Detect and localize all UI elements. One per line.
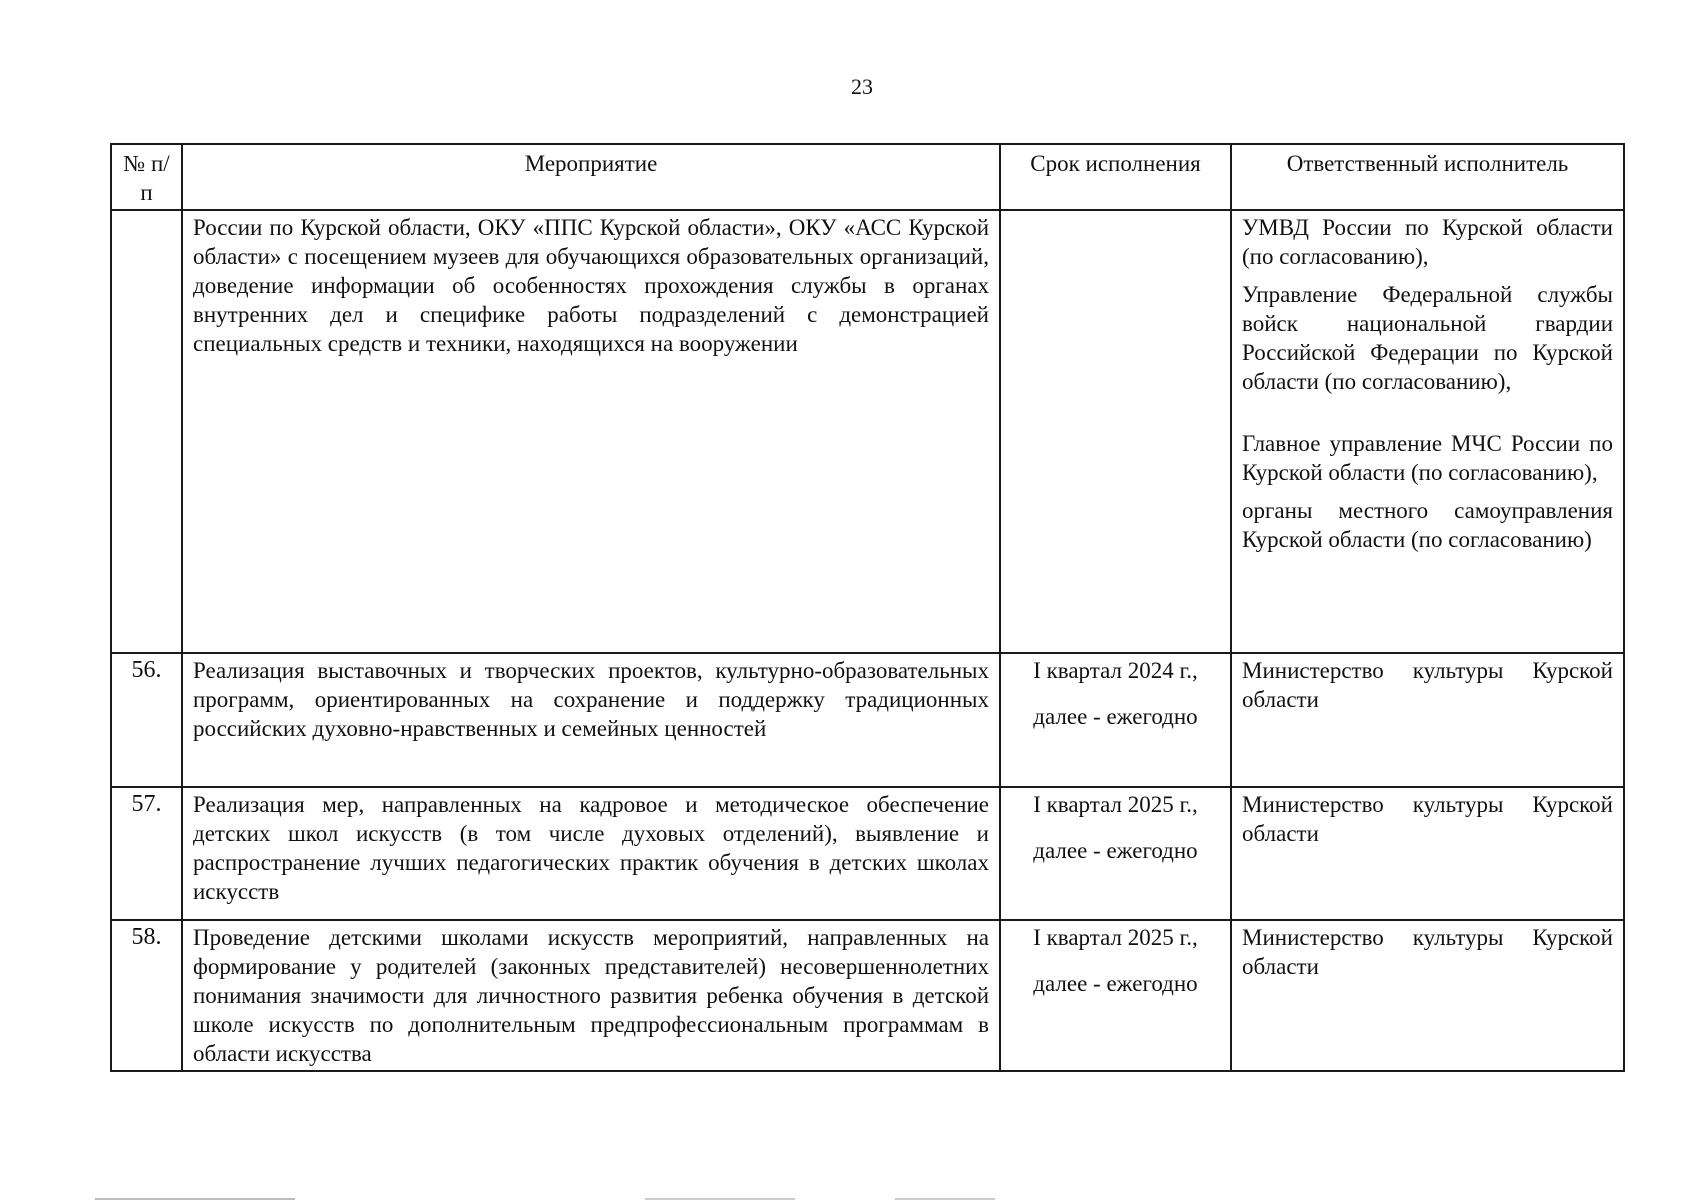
deadline-start: I квартал 2025 г., (1033, 792, 1198, 817)
row-event: Реализация выставочных и творческих проектов, культурно-образовательных программ, ориентированных на сохранение и поддержку традиционных российских духовно-нравственных и семейных ценностей (182, 653, 1000, 787)
row-deadline (1000, 210, 1231, 653)
deadline-start: I квартал 2024 г., (1033, 658, 1198, 683)
deadline-repeat: далее - ежегодно (1033, 704, 1198, 729)
deadline-repeat: далее - ежегодно (1033, 838, 1198, 863)
row-event: Проведение детскими школами искусств мероприятий, направленных на формирование у родителей (законных представителей) несовершеннолетних понимания значимости для личностного развития ребенка обучения в детской школе искусств по дополнительным предпрофессиональным программам в области искусства (182, 920, 1000, 1071)
header-responsible: Ответственный исполнитель (1231, 144, 1624, 210)
row-responsible: Министерство культуры Курской области (1231, 787, 1624, 920)
responsible-entry: Главное управление МЧС России по Курской области (по согласованию), (1242, 431, 1613, 485)
responsible-entry: органы местного самоуправления Курской области (по согласованию) (1242, 498, 1613, 552)
header-event: Мероприятие (182, 144, 1000, 210)
row-responsible: Министерство культуры Курской области (1231, 653, 1624, 787)
row-responsible: Министерство культуры Курской области (1231, 920, 1624, 1071)
row-number: 58. (111, 920, 182, 1071)
table-header-row (111, 144, 1624, 210)
table-row (111, 210, 1624, 653)
table-row (111, 787, 1624, 920)
row-event: России по Курской области, ОКУ «ППС Курской области», ОКУ «АСС Курской области» с посещением музеев для обучающихся образовательных организаций, доведение информации об особенностях прохождения службы в органах внутренних дел и специфике работы подразделений с демонстрацией специальных средств и техники, находящихся на вооружении (182, 210, 1000, 653)
table-row (111, 653, 1624, 787)
action-plan-table (110, 143, 1625, 1072)
row-number: 57. (111, 787, 182, 920)
deadline-start: I квартал 2025 г., (1033, 925, 1198, 950)
row-deadline (1000, 653, 1231, 787)
header-deadline: Срок исполнения (1000, 144, 1231, 210)
row-deadline (1000, 920, 1231, 1071)
row-number (111, 210, 182, 653)
row-responsible (1231, 210, 1624, 653)
row-deadline (1000, 787, 1231, 920)
row-number: 56. (111, 653, 182, 787)
responsible-entry: Управление Федеральной службы войск национальной гвардии Российской Федерации по Курской области (по согласованию), (1242, 282, 1613, 394)
deadline-repeat: далее - ежегодно (1033, 971, 1198, 996)
page-number: 23 (851, 74, 873, 99)
responsible-entry: УМВД России по Курской области (по согласованию), (1242, 215, 1613, 269)
table-row (111, 920, 1624, 1071)
header-number: № п/п (111, 144, 182, 210)
row-event: Реализация мер, направленных на кадровое и методическое обеспечение детских школ искусств (в том числе духовых отделений), выявление и распространение лучших педагогических практик обучения в детских школах искусств (182, 787, 1000, 920)
